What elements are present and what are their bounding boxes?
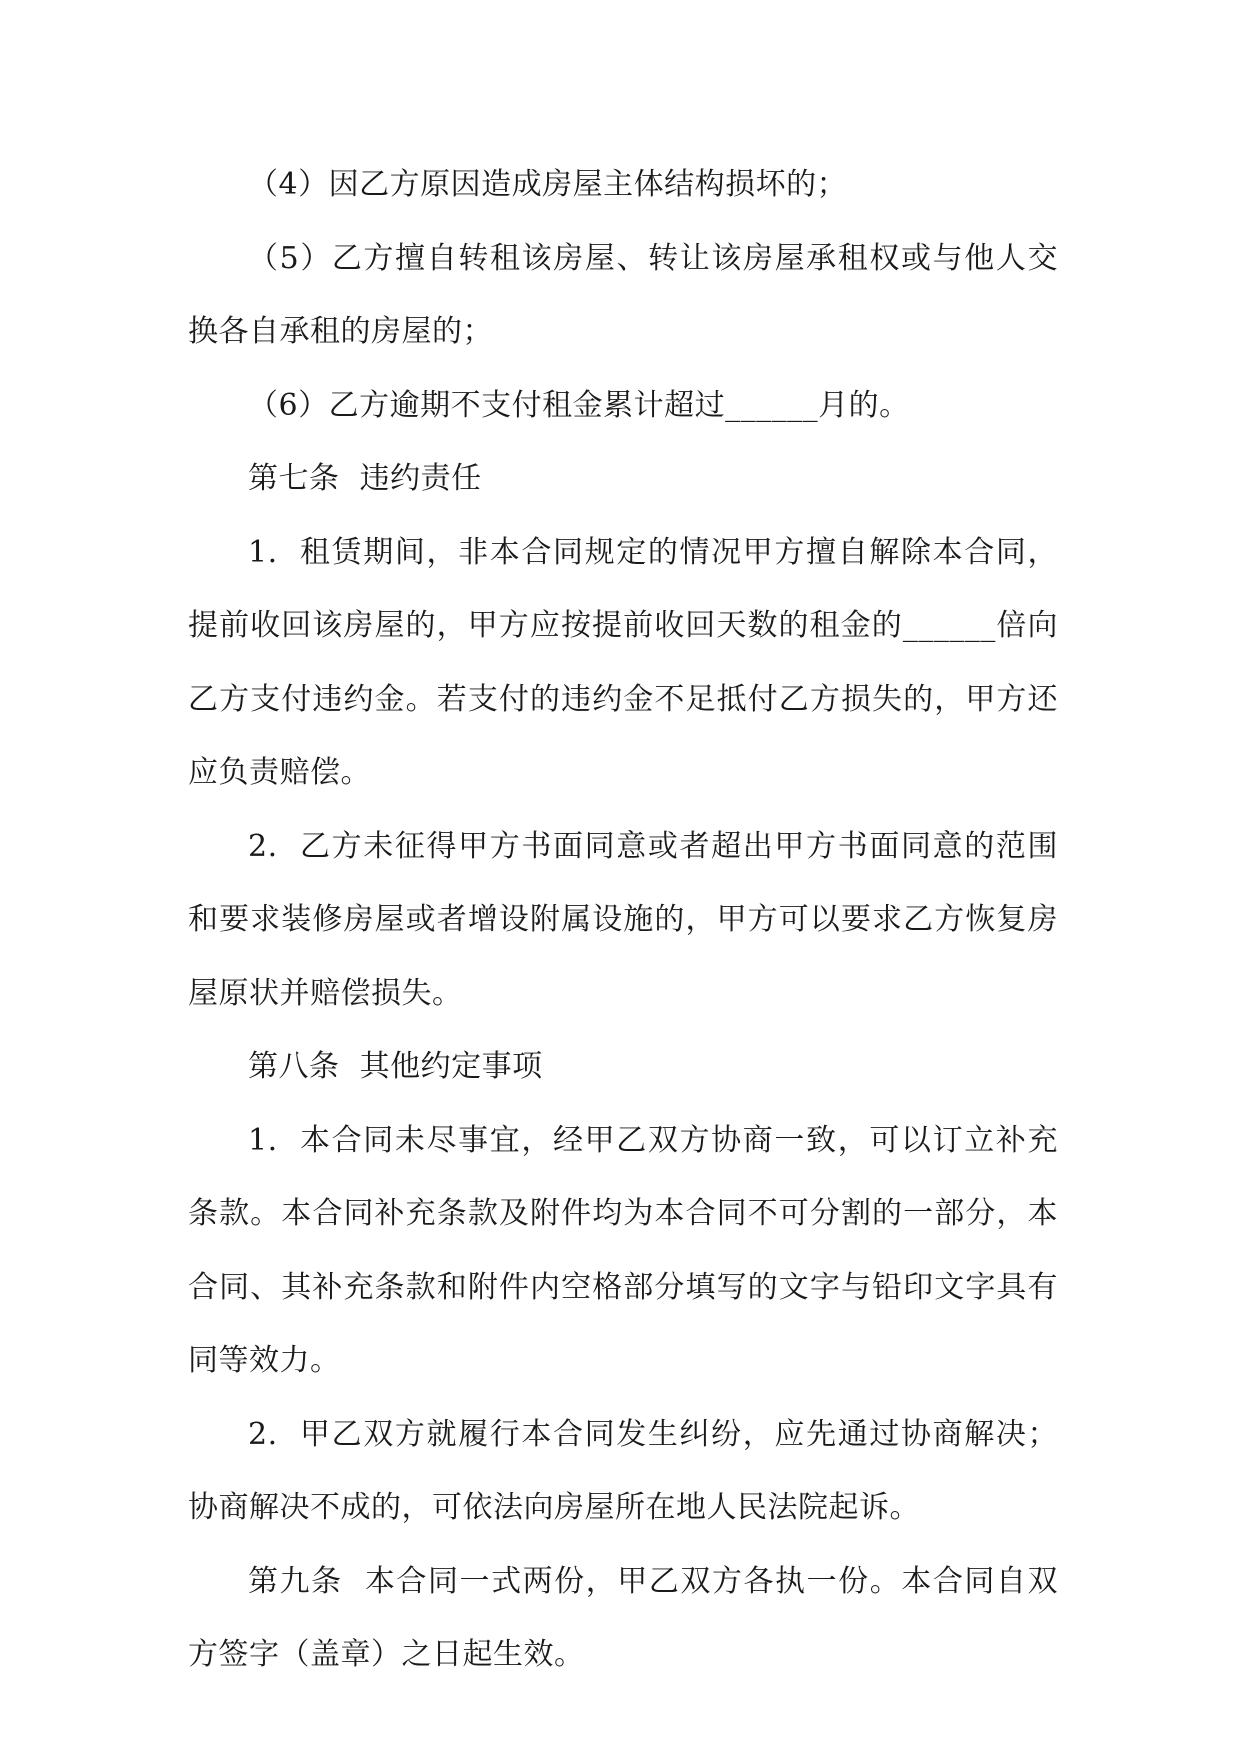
- article-8-heading: 第八条 其他约定事项: [248, 1049, 543, 1084]
- article-7-item-2: 2. 乙方未征得甲方书面同意或者超出甲方书面同意的范围和要求装修房屋或者增设附属设施的，甲方可以要求乙方恢复房屋原状并赔偿损失。: [188, 828, 1058, 1011]
- clause-item-4: （4）因乙方原因造成房屋主体结构损坏的；: [248, 167, 848, 202]
- article-8-item-2: 2. 甲乙双方就履行本合同发生纠纷，应先通过协商解决；协商解决不成的，可依法向房屋所在地人民法院起诉。: [188, 1416, 1058, 1525]
- article-9: 第九条 本合同一式两份，甲乙双方各执一份。本合同自双方签字（盖章）之日起生效。: [188, 1563, 1058, 1672]
- article-7-item-1: 1. 租赁期间，非本合同规定的情况甲方擅自解除本合同，提前收回该房屋的，甲方应按提前收回天数的租金的______倍向乙方支付违约金。若支付的违约金不足抵付乙方损失的，甲方还应负责赔偿。: [188, 534, 1058, 790]
- article-7-heading: 第七条 违约责任: [248, 461, 482, 496]
- clause-item-5: （5）乙方擅自转租该房屋、转让该房屋承租权或与他人交换各自承租的房屋的；: [188, 240, 1058, 349]
- document-body: [188, 148, 1058, 1692]
- clause-item-6: （6）乙方逾期不支付租金累计超过______月的。: [248, 387, 910, 423]
- article-8-item-1: 1. 本合同未尽事宜，经甲乙双方协商一致，可以订立补充条款。本合同补充条款及附件均为本合同不可分割的一部分，本合同、其补充条款和附件内空格部分填写的文字与铅印文字具有同等效力。: [188, 1122, 1058, 1378]
